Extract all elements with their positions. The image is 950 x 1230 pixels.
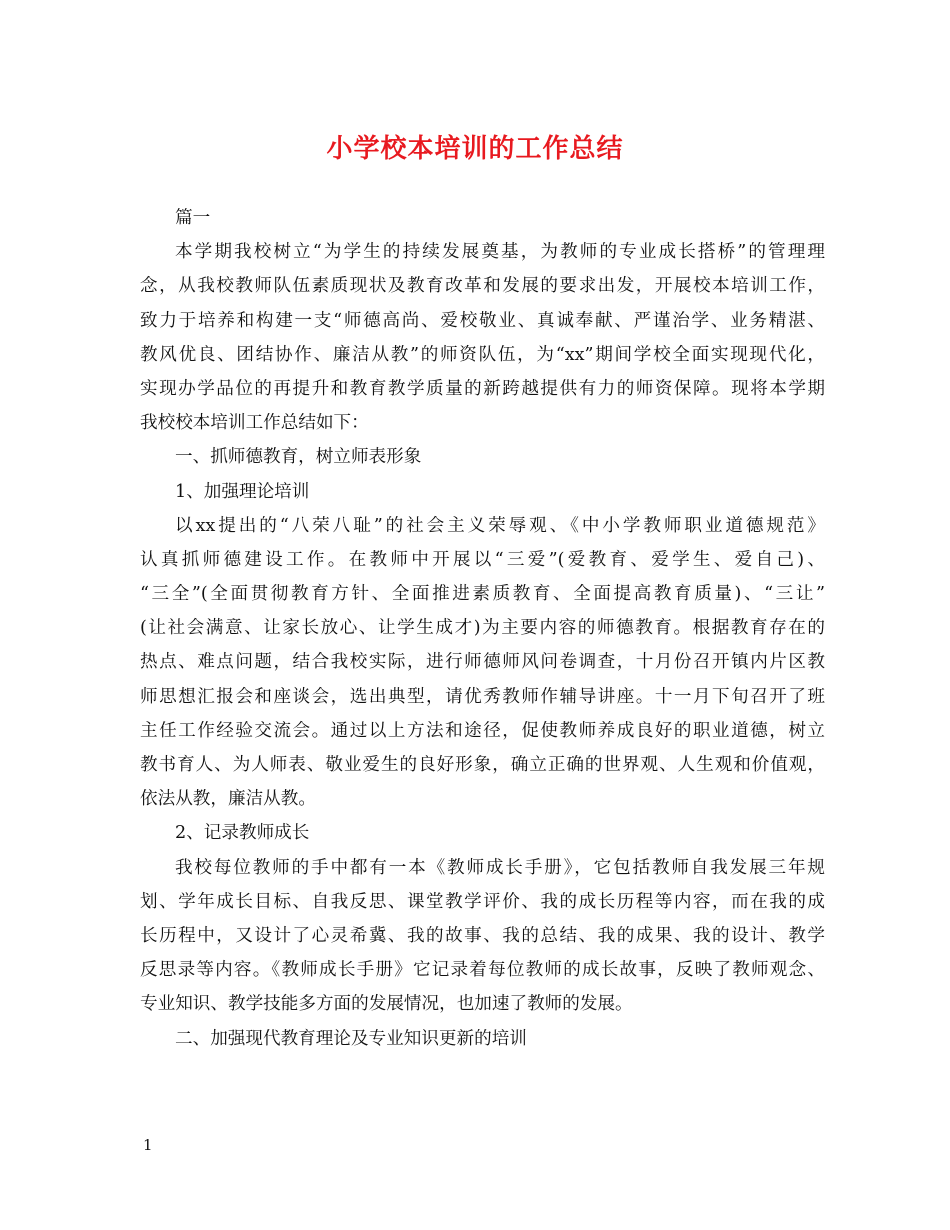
body-line: 专业知识、教学技能多方面的发展情况，也加速了教师的发展。: [140, 994, 633, 1015]
body-line: 一、抓师德教育，树立师表形象: [175, 447, 422, 468]
body-line: 二、加强现代教育理论及专业知识更新的培训: [175, 1028, 527, 1049]
body-line: 致力于培养和构建一支“师德高尚、爱校敬业、真诚奉献、严谨治学、业务精湛、: [140, 310, 825, 331]
body-line: 以xx提出的“八荣八耻”的社会主义荣辱观、《中小学教师职业道德规范》: [175, 515, 825, 536]
body-line: 师思想汇报会和座谈会，选出典型，请优秀教师作辅导讲座。十一月下旬召开了班: [140, 686, 825, 707]
body-line: 主任工作经验交流会。通过以上方法和途径，促使教师养成良好的职业道德，树立: [140, 720, 825, 741]
document-body: [140, 201, 825, 1056]
body-line: 划、学年成长目标、自我反思、课堂教学评价、我的成长历程等内容，而在我的成: [140, 891, 825, 912]
body-line: 教书育人、为人师表、敬业爱生的良好形象，确立正确的世界观、人生观和价值观，: [140, 755, 825, 775]
body-line: 念，从我校教师队伍素质现状及教育改革和发展的要求出发，开展校本培训工作，: [140, 276, 825, 297]
body-line: 2、记录教师成长: [175, 823, 310, 844]
body-line: 反思录等内容。《教师成长手册》它记录着每位教师的成长故事，反映了教师观念、: [140, 960, 825, 981]
body-line: (让社会满意、让家长放心、让学生成才)为主要内容的师德教育。根据教育存在的: [140, 618, 825, 639]
body-line: 1、加强理论培训: [175, 481, 310, 502]
body-line: 篇一: [175, 208, 211, 228]
document-title: 小学校本培训的工作总结: [326, 134, 624, 164]
body-line: 长历程中，又设计了心灵希冀、我的故事、我的总结、我的成果、我的设计、教学: [140, 925, 825, 946]
body-line: “三全”(全面贯彻教育方针、全面推进素质教育、全面提高教育质量)、“三让”: [140, 584, 825, 605]
body-line: 教风优良、团结协作、廉洁从教”的师资队伍，为“xx”期间学校全面实现现代化，: [140, 344, 825, 365]
body-line: 我校校本培训工作总结如下：: [140, 413, 369, 434]
page-number: 1: [143, 1136, 153, 1154]
body-line: 依法从教，廉洁从教。: [140, 789, 316, 810]
body-line: 实现办学品位的再提升和教育教学质量的新跨越提供有力的师资保障。现将本学期: [140, 378, 825, 399]
body-line: 认真抓师德建设工作。在教师中开展以“三爱”(爱教育、爱学生、爱自己)、: [140, 549, 825, 570]
body-line: 我校每位教师的手中都有一本《教师成长手册》，它包括教师自我发展三年规: [175, 857, 825, 878]
body-line: 热点、难点问题，结合我校实际，进行师德师风问卷调查，十月份召开镇内片区教: [140, 652, 825, 673]
body-line: 本学期我校树立“为学生的持续发展奠基，为教师的专业成长搭桥”的管理理: [175, 242, 825, 263]
